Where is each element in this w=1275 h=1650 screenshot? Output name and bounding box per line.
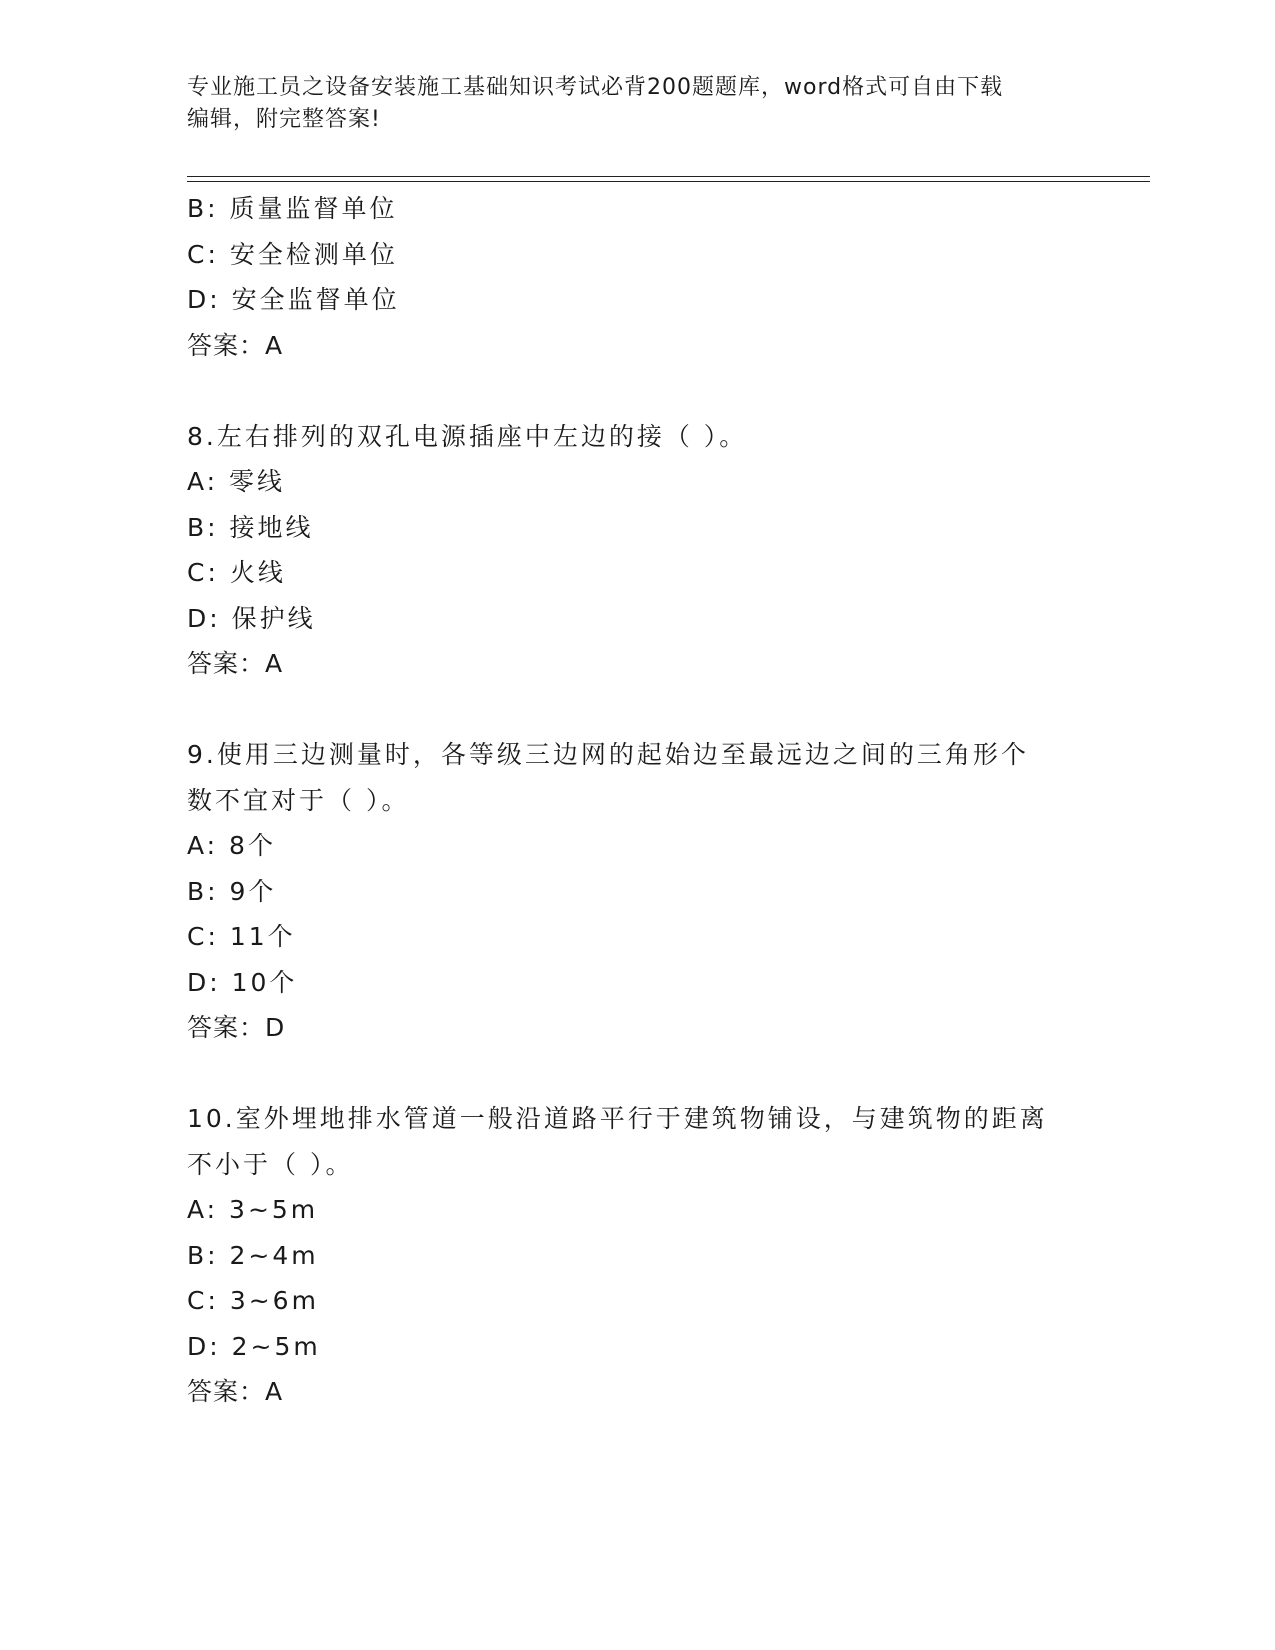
option-d: D: 保护线	[187, 603, 316, 633]
option-c: C: 11个	[187, 922, 296, 951]
answer: 答案：A	[187, 1377, 284, 1406]
question-10	[187, 1096, 1087, 1415]
header-line-1: 专业施工员之设备安装施工基础知识考试必背200题题库，word格式可自由下载	[187, 75, 1004, 100]
option-d: D: 10个	[187, 967, 298, 997]
spacer	[187, 368, 1087, 414]
header-rule-bottom	[187, 181, 1150, 182]
option-c: C: 3~6m	[187, 1286, 319, 1315]
option-c: C: 火线	[187, 558, 286, 587]
header-rule-top	[187, 176, 1150, 177]
header-line-2: 编辑，附完整答案!	[187, 107, 381, 132]
question-9	[187, 732, 1087, 1051]
question-stem-line-1: 9.使用三边测量时，各等级三边网的起始边至最远边之间的三角形个	[187, 740, 1029, 769]
question-stem-line-1: 10.室外埋地排水管道一般沿道路平行于建筑物铺设，与建筑物的距离	[187, 1104, 1048, 1133]
option-a: A: 零线	[187, 467, 286, 496]
answer: 答案：D	[187, 1013, 286, 1042]
option-b: B: 9个	[187, 876, 277, 906]
option-c: C: 安全检测单位	[187, 239, 398, 269]
option-d: D: 安全监督单位	[187, 285, 400, 314]
spacer	[187, 687, 1087, 733]
option-b: B: 接地线	[187, 512, 314, 542]
option-a: A: 3~5m	[187, 1195, 319, 1224]
option-a: A: 8个	[187, 831, 276, 860]
spacer	[187, 1051, 1087, 1097]
document-header	[187, 72, 1067, 136]
question-list	[187, 186, 1087, 1415]
question-stem-line-2: 不小于（ ）。	[187, 1149, 354, 1179]
question-8	[187, 414, 1087, 687]
option-b: B: 2~4m	[187, 1240, 319, 1270]
answer: 答案：A	[187, 330, 284, 360]
question-stem-line-2: 数不宜对于（ ）。	[187, 785, 410, 815]
answer: 答案：A	[187, 649, 284, 678]
option-d: D: 2~5m	[187, 1331, 321, 1361]
question-7	[187, 186, 1087, 368]
question-stem: 8.左右排列的双孔电源插座中左边的接（ ）。	[187, 421, 748, 451]
option-b: B: 质量监督单位	[187, 194, 398, 223]
